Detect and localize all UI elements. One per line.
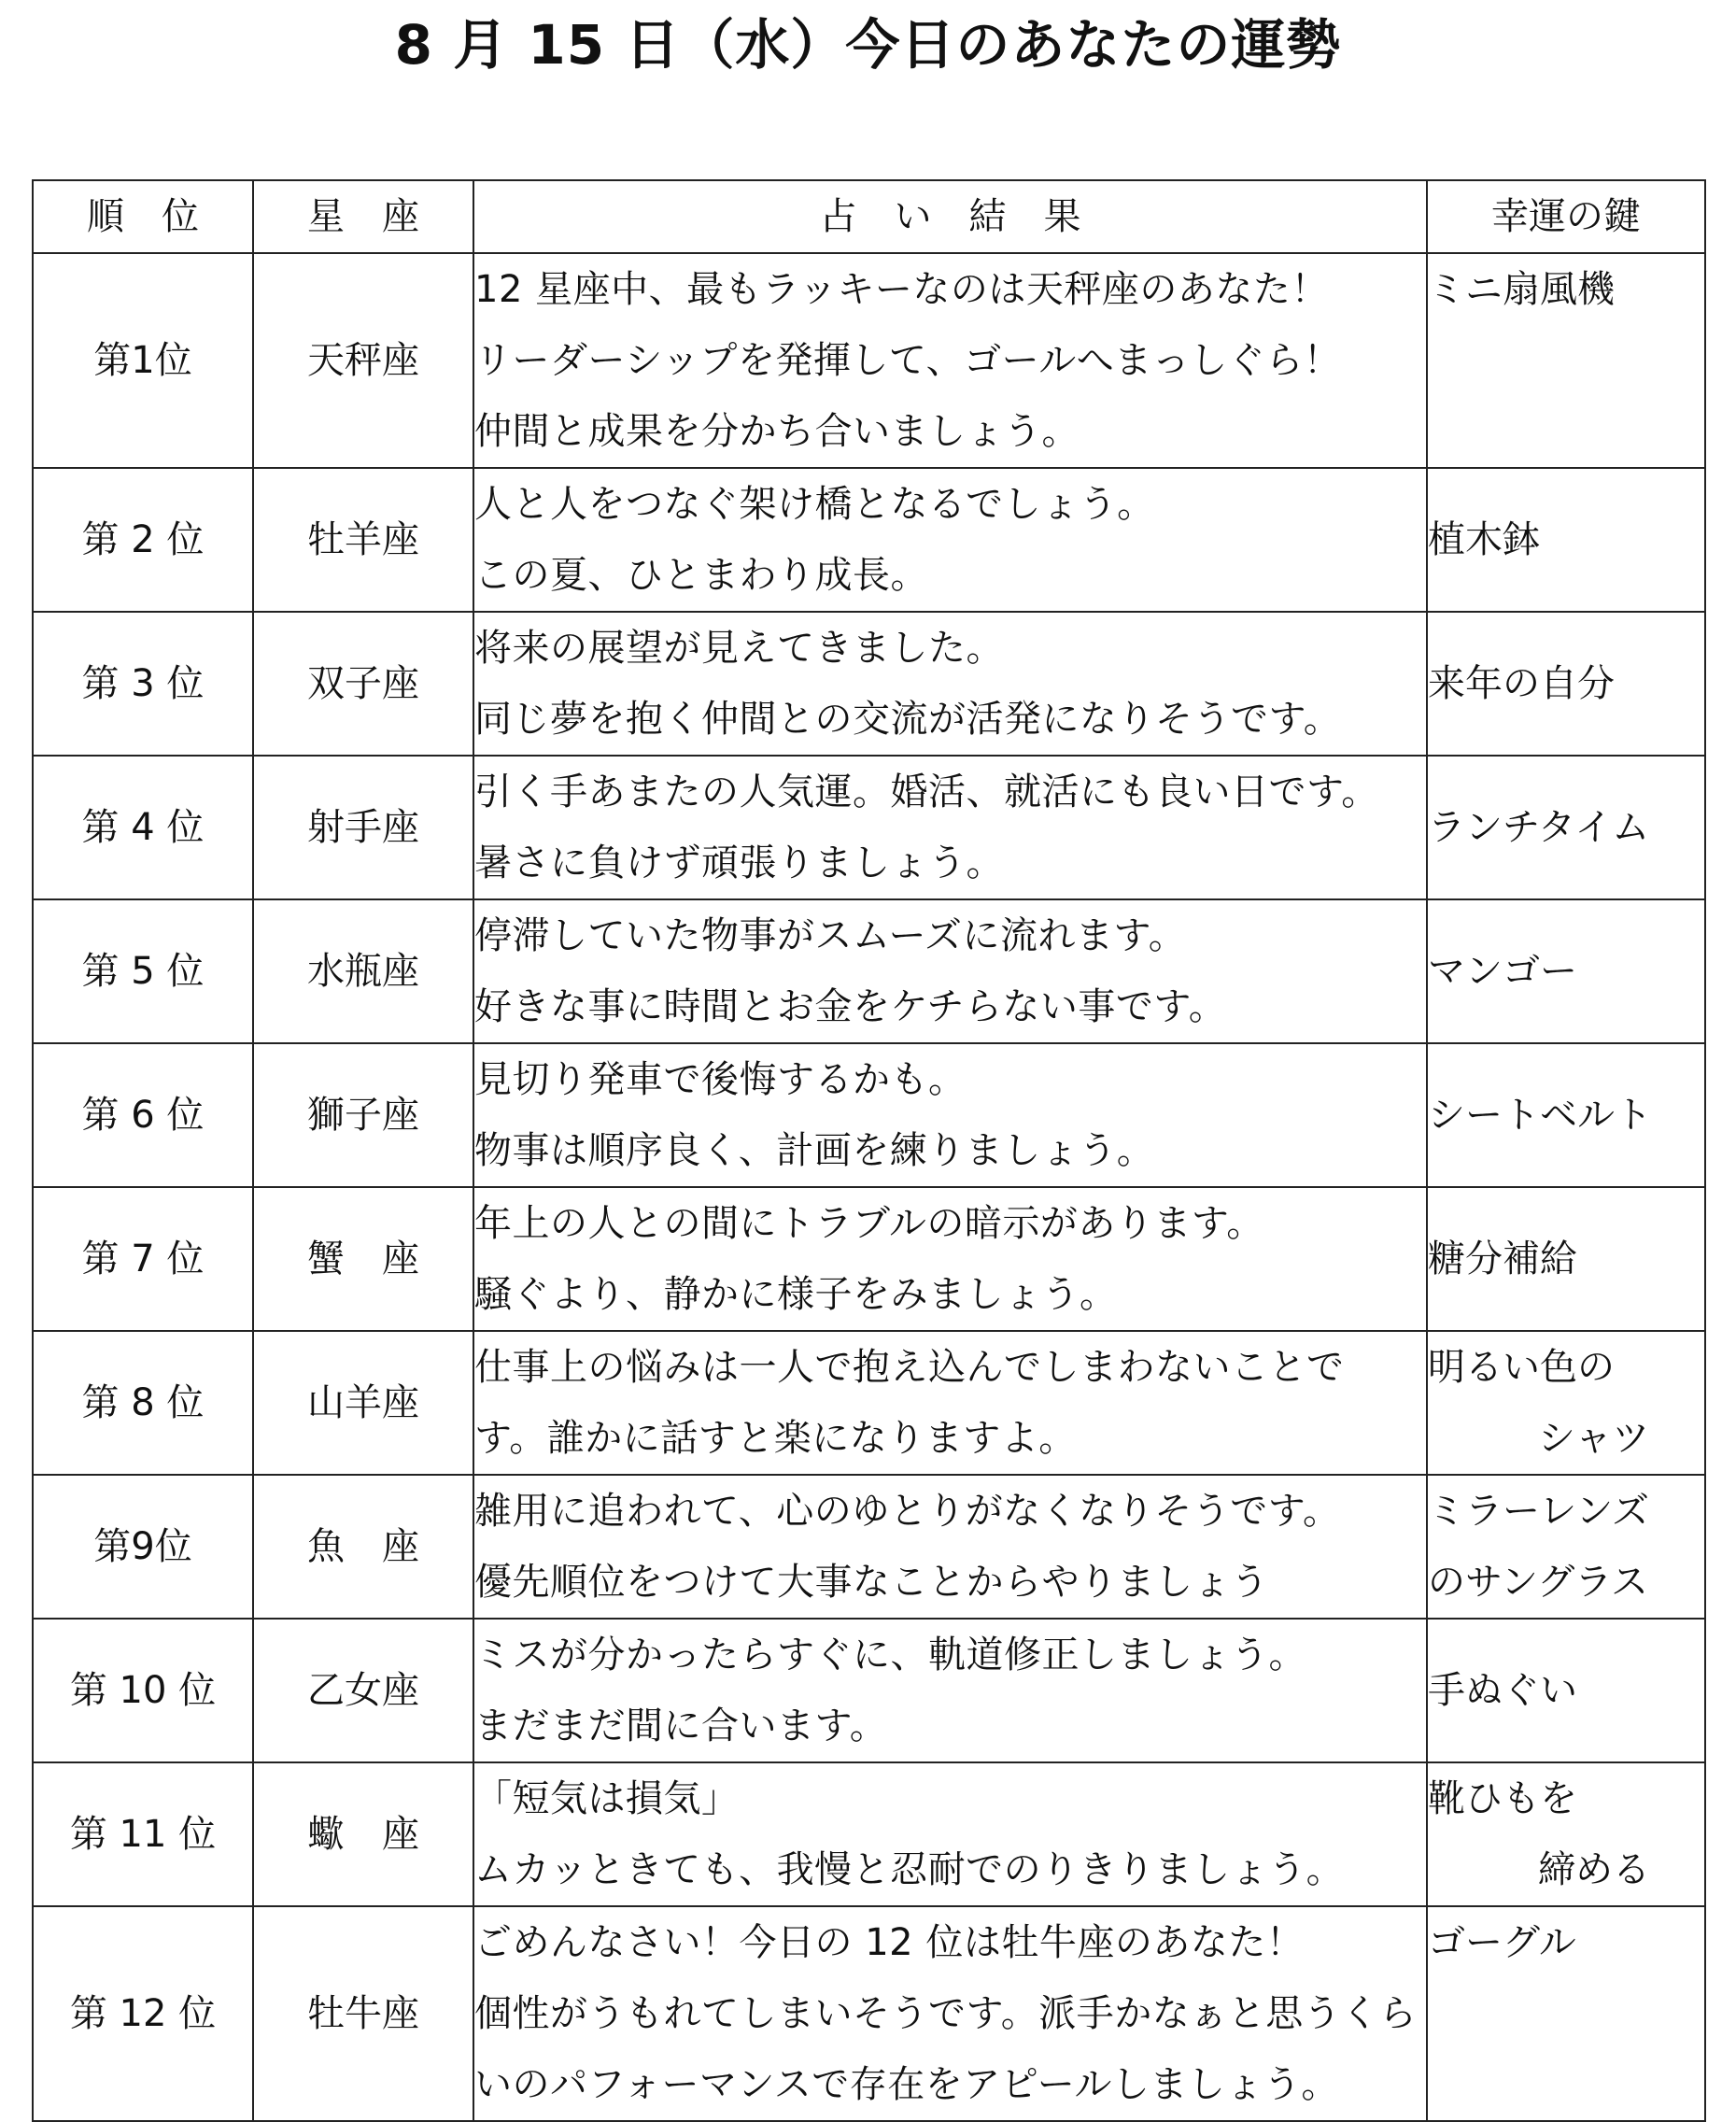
- sign-cell: 魚 座: [253, 1475, 473, 1619]
- table-row: [33, 1331, 1705, 1475]
- result-line: 引く手あまたの人気運。婚活、就活にも良い日です。: [474, 771, 1379, 813]
- page-title: 8 月 15 日（水）今日のあなたの運勢: [394, 13, 1342, 77]
- rank-cell: 第 4 位: [33, 756, 253, 899]
- result-cell: [473, 1187, 1427, 1331]
- sign-cell: 双子座: [253, 612, 473, 756]
- sign-cell: 蠍 座: [253, 1762, 473, 1906]
- result-line: 暑さに負けず頑張りましょう。: [474, 842, 1004, 884]
- lucky-key-cell: [1427, 1619, 1705, 1762]
- lucky-key-line: シャツ: [1538, 1417, 1650, 1460]
- result-line: 「短気は損気」: [474, 1777, 740, 1820]
- result-cell: [473, 253, 1427, 468]
- result-line: 同じ夢を抱く仲間との交流が活発になりそうです。: [474, 698, 1342, 741]
- lucky-key-cell: [1427, 468, 1705, 612]
- sign-cell: 蟹 座: [253, 1187, 473, 1331]
- table-row: [33, 1043, 1705, 1187]
- sign-cell: 山羊座: [253, 1331, 473, 1475]
- lucky-key-line: 来年の自分: [1428, 662, 1615, 705]
- header-sign: 星 座: [253, 180, 473, 253]
- table-row: [33, 899, 1705, 1043]
- header-lucky-key: 幸運の鍵: [1427, 180, 1705, 253]
- sign-cell: 射手座: [253, 756, 473, 899]
- sign-cell: 獅子座: [253, 1043, 473, 1187]
- lucky-key-line: のサングラス: [1428, 1561, 1648, 1604]
- rank-cell: 第 7 位: [33, 1187, 253, 1331]
- header-rank: 順 位: [33, 180, 253, 253]
- rank-cell: 第 5 位: [33, 899, 253, 1043]
- table-row: [33, 1906, 1705, 2121]
- result-cell: [473, 468, 1427, 612]
- result-line: 12 星座中、最もラッキーなのは天秤座のあなた！: [474, 268, 1329, 311]
- rank-cell: 第 2 位: [33, 468, 253, 612]
- fortune-table: [32, 179, 1706, 2122]
- result-cell: [473, 1906, 1427, 2121]
- result-cell: [473, 1762, 1427, 1906]
- result-line: この夏、ひとまわり成長。: [474, 554, 928, 597]
- rank-cell: 第 3 位: [33, 612, 253, 756]
- table-row: [33, 1475, 1705, 1619]
- result-line: 優先順位をつけて大事なことからやりましょう: [474, 1561, 1269, 1604]
- lucky-key-cell: [1427, 756, 1705, 899]
- result-line: まだまだ間に合います。: [474, 1705, 888, 1747]
- result-cell: [473, 1475, 1427, 1619]
- result-line: 停滞していた物事がスムーズに流れます。: [474, 914, 1187, 957]
- lucky-key-cell: [1427, 899, 1705, 1043]
- result-line: 見切り発車で後悔するかも。: [474, 1058, 967, 1101]
- result-line: 個性がうもれてしまいそうです。派手かなぁと思うくら: [474, 1992, 1418, 2035]
- sign-cell: 乙女座: [253, 1619, 473, 1762]
- lucky-key-cell: [1427, 612, 1705, 756]
- result-line: 人と人をつなぐ架け橋となるでしょう。: [474, 483, 1155, 526]
- sign-cell: 牡牛座: [253, 1906, 473, 2121]
- result-line: 仲間と成果を分かち合いましょう。: [474, 410, 1080, 453]
- lucky-key-line: 手ぬぐい: [1428, 1669, 1577, 1712]
- lucky-key-cell: [1427, 1043, 1705, 1187]
- rank-cell: 第9位: [33, 1475, 253, 1619]
- lucky-key-line: ミニ扇風機: [1428, 268, 1615, 311]
- table-row: [33, 612, 1705, 756]
- result-line: ムカッときても、我慢と忍耐でのりきりましょう。: [474, 1848, 1345, 1891]
- table-header-row: [33, 180, 1705, 253]
- rank-cell: 第 6 位: [33, 1043, 253, 1187]
- sign-cell: 水瓶座: [253, 899, 473, 1043]
- lucky-key-line: ゴーグル: [1428, 1921, 1576, 1964]
- result-line: ごめんなさい！今日の 12 位は牡牛座のあなた！: [474, 1921, 1305, 1964]
- result-cell: [473, 1619, 1427, 1762]
- sign-cell: 牡羊座: [253, 468, 473, 612]
- lucky-key-line: 靴ひもを: [1428, 1777, 1577, 1820]
- result-cell: [473, 899, 1427, 1043]
- table-row: [33, 756, 1705, 899]
- sign-cell: 天秤座: [253, 253, 473, 468]
- lucky-key-line: ランチタイム: [1428, 806, 1650, 849]
- table-row: [33, 1619, 1705, 1762]
- lucky-key-line: 締める: [1538, 1848, 1650, 1891]
- lucky-key-line: ミラーレンズ: [1428, 1490, 1649, 1533]
- lucky-key-cell: [1427, 1906, 1705, 2121]
- table-row: [33, 253, 1705, 468]
- result-cell: [473, 756, 1427, 899]
- result-cell: [473, 1043, 1427, 1187]
- result-line: 将来の展望が見えてきました。: [474, 627, 1004, 670]
- rank-cell: 第 10 位: [33, 1619, 253, 1762]
- lucky-key-line: 植木鉢: [1428, 518, 1540, 561]
- lucky-key-cell: [1427, 253, 1705, 468]
- result-line: 物事は順序良く、計画を練りましょう。: [474, 1129, 1155, 1172]
- lucky-key-cell: [1427, 1475, 1705, 1619]
- result-line: す。誰かに話すと楽になりますよ。: [474, 1417, 1077, 1460]
- header-result: 占 い 結 果: [473, 180, 1427, 253]
- rank-cell: 第 12 位: [33, 1906, 253, 2121]
- lucky-key-line: 明るい色の: [1428, 1346, 1615, 1389]
- lucky-key-line: 糖分補給: [1428, 1238, 1577, 1280]
- lucky-key-cell: [1427, 1331, 1705, 1475]
- rank-cell: 第1位: [33, 253, 253, 468]
- result-line: 年上の人との間にトラブルの暗示があります。: [474, 1202, 1264, 1245]
- lucky-key-cell: [1427, 1187, 1705, 1331]
- result-line: 騒ぐより、静かに様子をみましょう。: [474, 1273, 1118, 1316]
- result-line: 好きな事に時間とお金をケチらない事です。: [474, 985, 1227, 1028]
- lucky-key-cell: [1427, 1762, 1705, 1906]
- result-cell: [473, 1331, 1427, 1475]
- result-cell: [473, 612, 1427, 756]
- lucky-key-line: シートベルト: [1428, 1094, 1652, 1137]
- table-row: [33, 468, 1705, 612]
- table-row: [33, 1762, 1705, 1906]
- table-row: [33, 1187, 1705, 1331]
- result-line: ミスが分かったらすぐに、軌道修正しましょう。: [474, 1634, 1306, 1676]
- result-line: 雑用に追われて、心のゆとりがなくなりそうです。: [474, 1490, 1341, 1533]
- rank-cell: 第 11 位: [33, 1762, 253, 1906]
- result-line: 仕事上の悩みは一人で抱え込んでしまわないことで: [474, 1346, 1345, 1389]
- result-line: いのパフォーマンスで存在をアピールしましょう。: [474, 2063, 1339, 2106]
- lucky-key-line: マンゴー: [1428, 950, 1577, 993]
- rank-cell: 第 8 位: [33, 1331, 253, 1475]
- result-line: リーダーシップを発揮して、ゴールへまっしぐら！: [474, 339, 1342, 382]
